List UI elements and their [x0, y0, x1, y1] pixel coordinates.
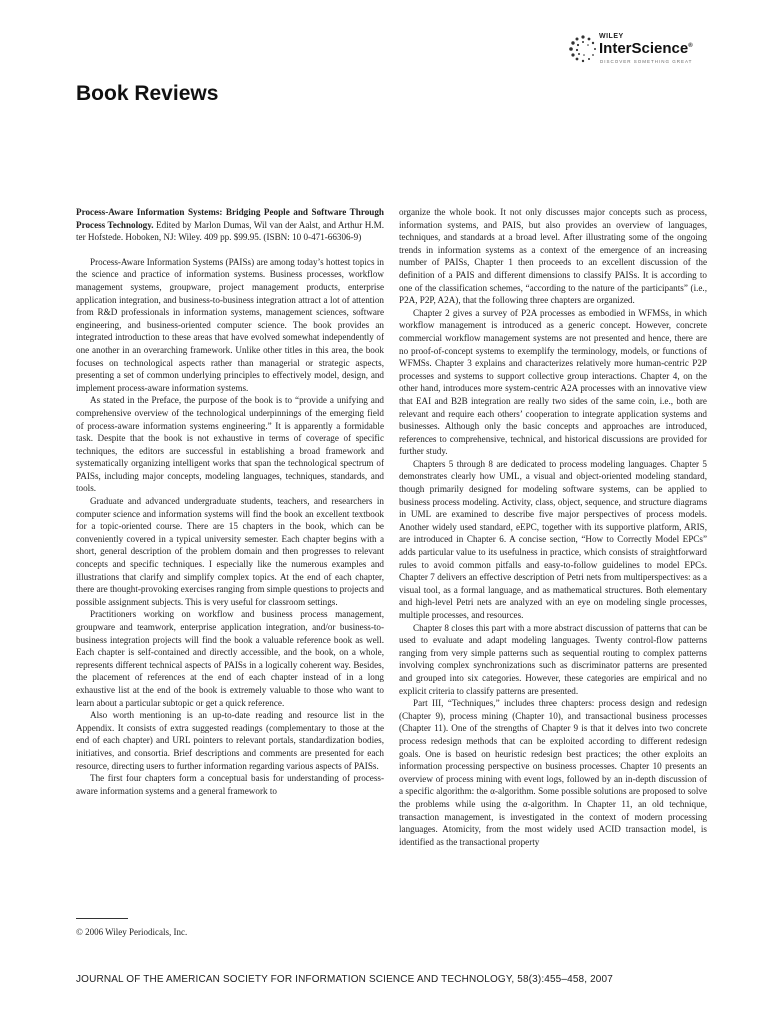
review-paragraph: Chapter 2 gives a survey of P2A processes as embodied in WFMSs, in which workflow management is introduced as a generic concept. However, concrete commercial workflow management systems are not presented and hence, there are no proof-of-concept systems to exemplify the terminology, models, or functions of WFMSs. Chapter 3 explains and characterizes relatively more human-centric P2P processes and systems to support collective group interactions. Chapter 4, on the other hand, introduces more system-centric A2A processes with an innovative view that EAI and B2B integration are really two sides of the same coin, i.e., both are relevant and require each others’ cooperation to integrate application systems and businesses. Although only the basic concepts and approaches are introduced, references to comprehensive, technical, and historical discussions are provided for further study.: [399, 307, 707, 457]
footnote-divider: [76, 918, 128, 919]
left-column: [76, 206, 384, 797]
review-paragraph: Practitioners working on workflow and business process management, groupware and teamwork, enterprise application integration, and/or business-to-business integration projects will find the book a valuable reference book as well. Each chapter is self-contained and directly accessible, and the book, on a whole, represents different technical aspects of PAISs in a logically coherent way. Besides, the placement of references at the end of each chapter instead of in a long exhaustive list at the end of the book is extremely valuable to those who want to learn about a particular subtopic or get a quick reference.: [76, 609, 384, 708]
book-details: Edited by Marlon Dumas, Wil van der Aalst, and Arthur H.M. ter Hofstede. Hoboken, NJ: Wiley. 409 pp. $99.95. (ISBN: 10 0-471-66306-9): [76, 219, 384, 243]
journal-footer: JOURNAL OF THE AMERICAN SOCIETY FOR INFORMATION SCIENCE AND TECHNOLOGY, 58(3):455–458, 2007: [76, 974, 613, 985]
review-paragraph: Graduate and advanced undergraduate students, teachers, and researchers in computer science and information systems will find the book an excellent textbook for a topic-oriented course. There are 15 chapters in the book, which can be conveniently covered in a typical university semester. Each chapter begins with a short, general description of the problem domain and then progresses to relevant concepts and specific techniques. I especially like the numerous examples and illustrations that clarify and simplify complex topics. At the end of each chapter, there are thought-provoking exercises ranging from simple questions to projects and possible assignment subjects. This is very useful for classroom settings.: [76, 496, 384, 607]
review-paragraph: As stated in the Preface, the purpose of the book is to “provide a unifying and comprehensive overview of the technological underpinnings of the emerging field of process-aware information systems engineering.” It is apparently a formidable task. Despite that the book is not exhaustive in terms of coverage of specific techniques, the editors are successful in establishing a broad framework and systematically organizing intelligent works that span the technological spectrum of PAISs, including major concepts, modeling languages, techniques, standards, and tools.: [76, 395, 384, 494]
publisher-name: WILEY: [599, 33, 624, 40]
book-title: Process-Aware Information Systems: Bridging People and Software Through Process Technology.: [76, 207, 384, 230]
wiley-interscience-logo: [568, 30, 698, 74]
brand-name: [599, 40, 693, 57]
book-citation: [76, 206, 384, 244]
dot-burst-icon: [568, 34, 598, 64]
review-paragraph: Process-Aware Information Systems (PAISs) are among today’s hottest topics in the science and practice of information systems. Business processes, workflow management systems, groupware, project management products, enterprise application integration, and business-to-business integration attract a lot of attention from R&D professionals in information systems, management sciences, software engineering, and business-oriented computer science. The book provides an integrated introduction to these areas that have evolved somewhat independently of one another in an overarching framework. Unlike other titles in this area, the book focuses on technological aspects rather than managerial or strategic aspects, presenting a set of common underlying principles to effectively model, design, and implement process-aware information systems.: [76, 256, 384, 393]
brand-text: InterScience: [599, 40, 689, 57]
review-paragraph: The first four chapters form a conceptual basis for understanding of process-aware information systems and a general framework to: [76, 773, 384, 796]
page-title: Book Reviews: [76, 82, 219, 105]
review-paragraph: organize the whole book. It not only discusses major concepts such as process, information systems, and PAIS, but also provides an overview of languages, techniques, and standards at a broad level. After illustrating some of the ongoing trends in information systems as a context of the emergence of an increasing number of PAISs, Chapter 1 then proceeds to an excellent discussion of the definition of a PAIS and different dimensions to classify PAISs. It is according to one of the classification schemes, “according to the nature of the participants” (i.e., P2A, P2P, A2A), that the following three chapters are organized.: [399, 207, 707, 306]
review-paragraph: Also worth mentioning is an up-to-date reading and resource list in the Appendix. It consists of extra suggested readings (complementary to those at the end of each chapter) and URL pointers to relevant portals, standardization bodies, initiatives, and consortia. Brief descriptions and comments are presented for each resource, directing users to further information regarding various aspects of PAISs.: [76, 710, 384, 771]
right-column: [399, 206, 707, 848]
review-paragraph: Chapter 8 closes this part with a more abstract discussion of patterns that can be used to evaluate and adapt modeling languages. Twenty control-flow patterns ranging from very simple patterns such as sequential routing to complex patterns involving complex synchronizations such as discriminator patterns are presented and grouped into six categories. However, these categories are empirical and no explicit criteria to classify patterns are presented.: [399, 622, 707, 696]
registered-mark: ®: [688, 43, 693, 49]
copyright-footnote: © 2006 Wiley Periodicals, Inc.: [76, 927, 188, 937]
tagline: DISCOVER SOMETHING GREAT: [600, 59, 693, 64]
review-paragraph: Chapters 5 through 8 are dedicated to process modeling languages. Chapter 5 demonstrates clearly how UML, a visual and object-oriented modeling standard, though primarily designed for modeling software systems, can be applied to business process modeling. Activity, class, object, sequence, and structure diagrams in UML are examined to describe five major perspectives of process models. Another widely used standard, eEPC, together with its supportive platform, ARIS, are introduced in Chapter 6. A concise section, “How to Correctly Model EPCs” adds particular value to its usefulness in practice, which consists of straightforward rules to avoid common pitfalls and easy-to-follow guidelines to model EPCs. Chapter 7 delivers an effective description of Petri nets from multiperspectives: as a visual tool, as a formal language, and as mathematical structures. Both elementary and high-level Petri nets are analyzed with an eye on modeling single processes, multiple processes, and resources.: [399, 458, 707, 620]
review-paragraph: Part III, “Techniques,” includes three chapters: process design and redesign (Chapter 9), process mining (Chapter 10), and transactional business processes (Chapter 11). One of the strengths of Chapter 9 is that it delves into two concrete process redesign methods that can be exploited according to different redesign goals. One is based on heuristic redesign best practices; the other exploits an information processing perspective on business processes. Chapter 10 presents an overview of process mining with event logs, followed by an in-depth discussion of a specific algorithm: the α-algorithm. Some possible solutions are proposed to solve the problems while using the α-algorithm. In Chapter 11, an old technique, transaction management, is investigated in the context of modern processing languages. Atomicity, from the most widely used ACID transaction model, is identified as the transactional property: [399, 698, 707, 847]
